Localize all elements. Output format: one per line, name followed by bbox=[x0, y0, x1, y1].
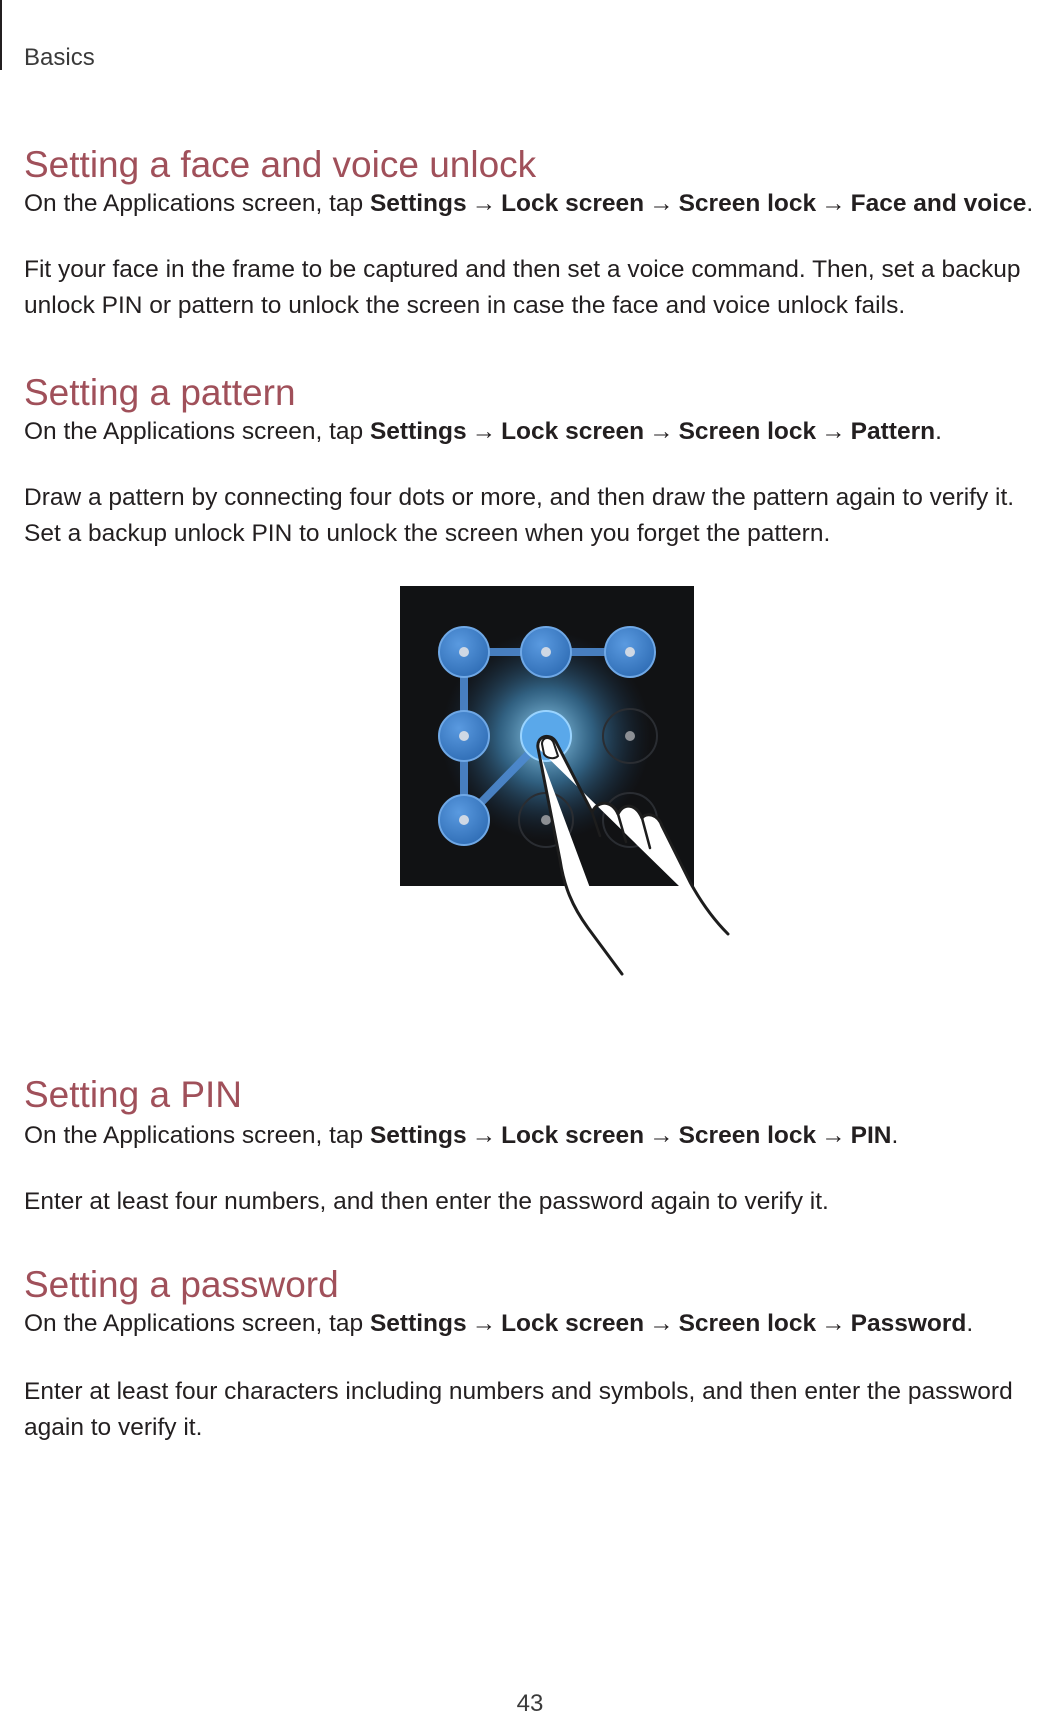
path-step: Settings bbox=[369, 190, 467, 217]
path-end: . bbox=[966, 1310, 974, 1337]
path-step: Settings bbox=[369, 1310, 467, 1337]
section-title-password: Setting a password bbox=[24, 1264, 339, 1305]
path-end: . bbox=[935, 418, 942, 445]
arrow-glyph: → bbox=[471, 1122, 497, 1149]
body-pattern-line1: Draw a pattern by connecting four dots or more, and then draw the pattern again to verify it. bbox=[24, 484, 1015, 511]
corner-rule bbox=[0, 0, 2, 70]
path-step: Face and voice bbox=[850, 190, 1027, 217]
path-intro: On the Applications screen, tap bbox=[24, 190, 364, 217]
path-intro: On the Applications screen, tap bbox=[24, 1122, 364, 1149]
body-face-voice-line1: Fit your face in the frame to be captured and then set a voice command. Then, set a backup bbox=[24, 256, 1021, 283]
path-pattern bbox=[24, 414, 1060, 450]
running-header: Basics bbox=[24, 44, 95, 71]
arrow-glyph: → bbox=[821, 1310, 846, 1337]
path-step: Screen lock bbox=[678, 1310, 817, 1337]
path-step: Lock screen bbox=[501, 1122, 645, 1149]
arrow-glyph: → bbox=[649, 1122, 674, 1149]
path-step: Lock screen bbox=[501, 418, 645, 445]
path-step: Settings bbox=[369, 1122, 467, 1149]
path-intro: On the Applications screen, tap bbox=[24, 1310, 364, 1337]
path-step: Settings bbox=[369, 418, 467, 445]
path-step: Lock screen bbox=[501, 1310, 645, 1337]
arrow-glyph: → bbox=[471, 190, 497, 217]
page-number: 43 bbox=[516, 1690, 544, 1717]
path-step: Screen lock bbox=[678, 418, 817, 445]
body-pin-line1: Enter at least four numbers, and then enter the password again to verify it. bbox=[24, 1188, 829, 1215]
arrow-glyph: → bbox=[649, 190, 674, 217]
arrow-glyph: → bbox=[649, 1310, 674, 1337]
path-pin bbox=[24, 1118, 1060, 1154]
section-title-pattern: Setting a pattern bbox=[24, 372, 296, 413]
path-step: PIN bbox=[850, 1122, 892, 1149]
arrow-glyph: → bbox=[821, 190, 846, 217]
arrow-glyph: → bbox=[821, 418, 846, 445]
path-step: Screen lock bbox=[678, 190, 817, 217]
path-end: . bbox=[1026, 190, 1034, 217]
path-step: Pattern bbox=[850, 418, 936, 445]
body-password-line1: Enter at least four characters including numbers and symbols, and then enter the password bbox=[24, 1378, 1013, 1405]
path-password bbox=[24, 1306, 1060, 1342]
path-step: Screen lock bbox=[678, 1122, 817, 1149]
path-step: Lock screen bbox=[501, 190, 645, 217]
pattern-lock-illustration bbox=[400, 586, 740, 1016]
path-end: . bbox=[891, 1122, 899, 1149]
section-title-pin: Setting a PIN bbox=[24, 1074, 243, 1115]
arrow-glyph: → bbox=[649, 418, 674, 445]
body-pattern-line2: Set a backup unlock PIN to unlock the screen when you forget the pattern. bbox=[24, 520, 831, 547]
arrow-glyph: → bbox=[471, 1310, 497, 1337]
path-face-voice bbox=[24, 186, 1060, 222]
path-step: Password bbox=[850, 1310, 967, 1337]
path-intro: On the Applications screen, tap bbox=[24, 418, 364, 445]
pattern-lock-icon bbox=[400, 586, 740, 1016]
arrow-glyph: → bbox=[821, 1122, 846, 1149]
body-face-voice-line2: unlock PIN or pattern to unlock the screen in case the face and voice unlock fails. bbox=[24, 292, 906, 319]
section-title-face-voice: Setting a face and voice unlock bbox=[24, 144, 537, 185]
arrow-glyph: → bbox=[471, 418, 497, 445]
body-password-line2: again to verify it. bbox=[24, 1414, 203, 1441]
